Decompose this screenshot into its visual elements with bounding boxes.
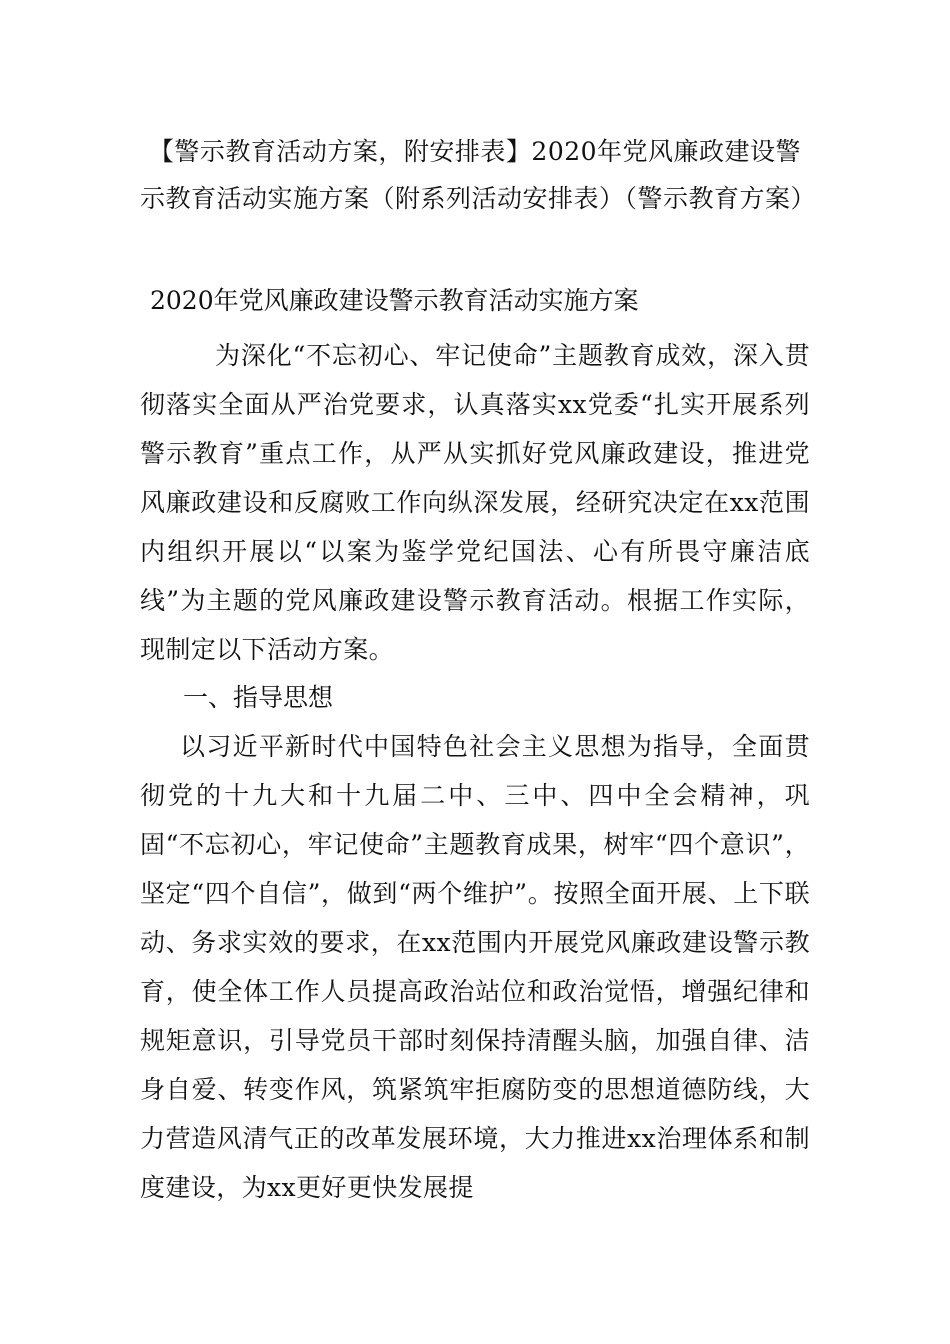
- document-subtitle: 2020年党风廉政建设警示教育活动实施方案: [150, 286, 639, 315]
- intro-paragraph: 为深化“不忘初心、牢记使命”主题教育成效，深入贯彻落实全面从严治党要求，认真落实xx党委“扎实开展系列警示教育”重点工作，从严从实抓好党风廉政建设，推进党风廉政建设和反腐败工作向纵深发展，经研究决定在xx范围内组织开展以“以案为鉴学党纪国法、心有所畏守廉洁底线”为主题的党风廉政建设警示教育活动。根据工作实际，现制定以下活动方案。: [140, 341, 810, 664]
- document-title: 【警示教育活动方案，附安排表】2020年党风廉政建设警示教育活动实施方案（附系列活动安排表）（警示教育方案）: [140, 137, 817, 213]
- section-heading-guiding-ideology: 一、指导思想: [183, 683, 334, 712]
- guiding-ideology-paragraph: 以习近平新时代中国特色社会主义思想为指导，全面贯彻党的十九大和十九届二中、三中、四中全会精神，巩固“不忘初心，牢记使命”主题教育成果，树牢“四个意识”，坚定“四个自信”，做到“两个维护”。按照全面开展、上下联动、务求实效的要求，在xx范围内开展党风廉政建设警示教育，使全体工作人员提高政治站位和政治觉悟，增强纪律和规矩意识，引导党员干部时刻保持清醒头脑，加强自律、洁身自爱、转变作风，筑紧筑牢拒腐防变的思想道德防线，大力营造风清气正的改革发展环境，大力推进xx治理体系和制度建设，为xx更好更快发展提: [140, 732, 810, 1202]
